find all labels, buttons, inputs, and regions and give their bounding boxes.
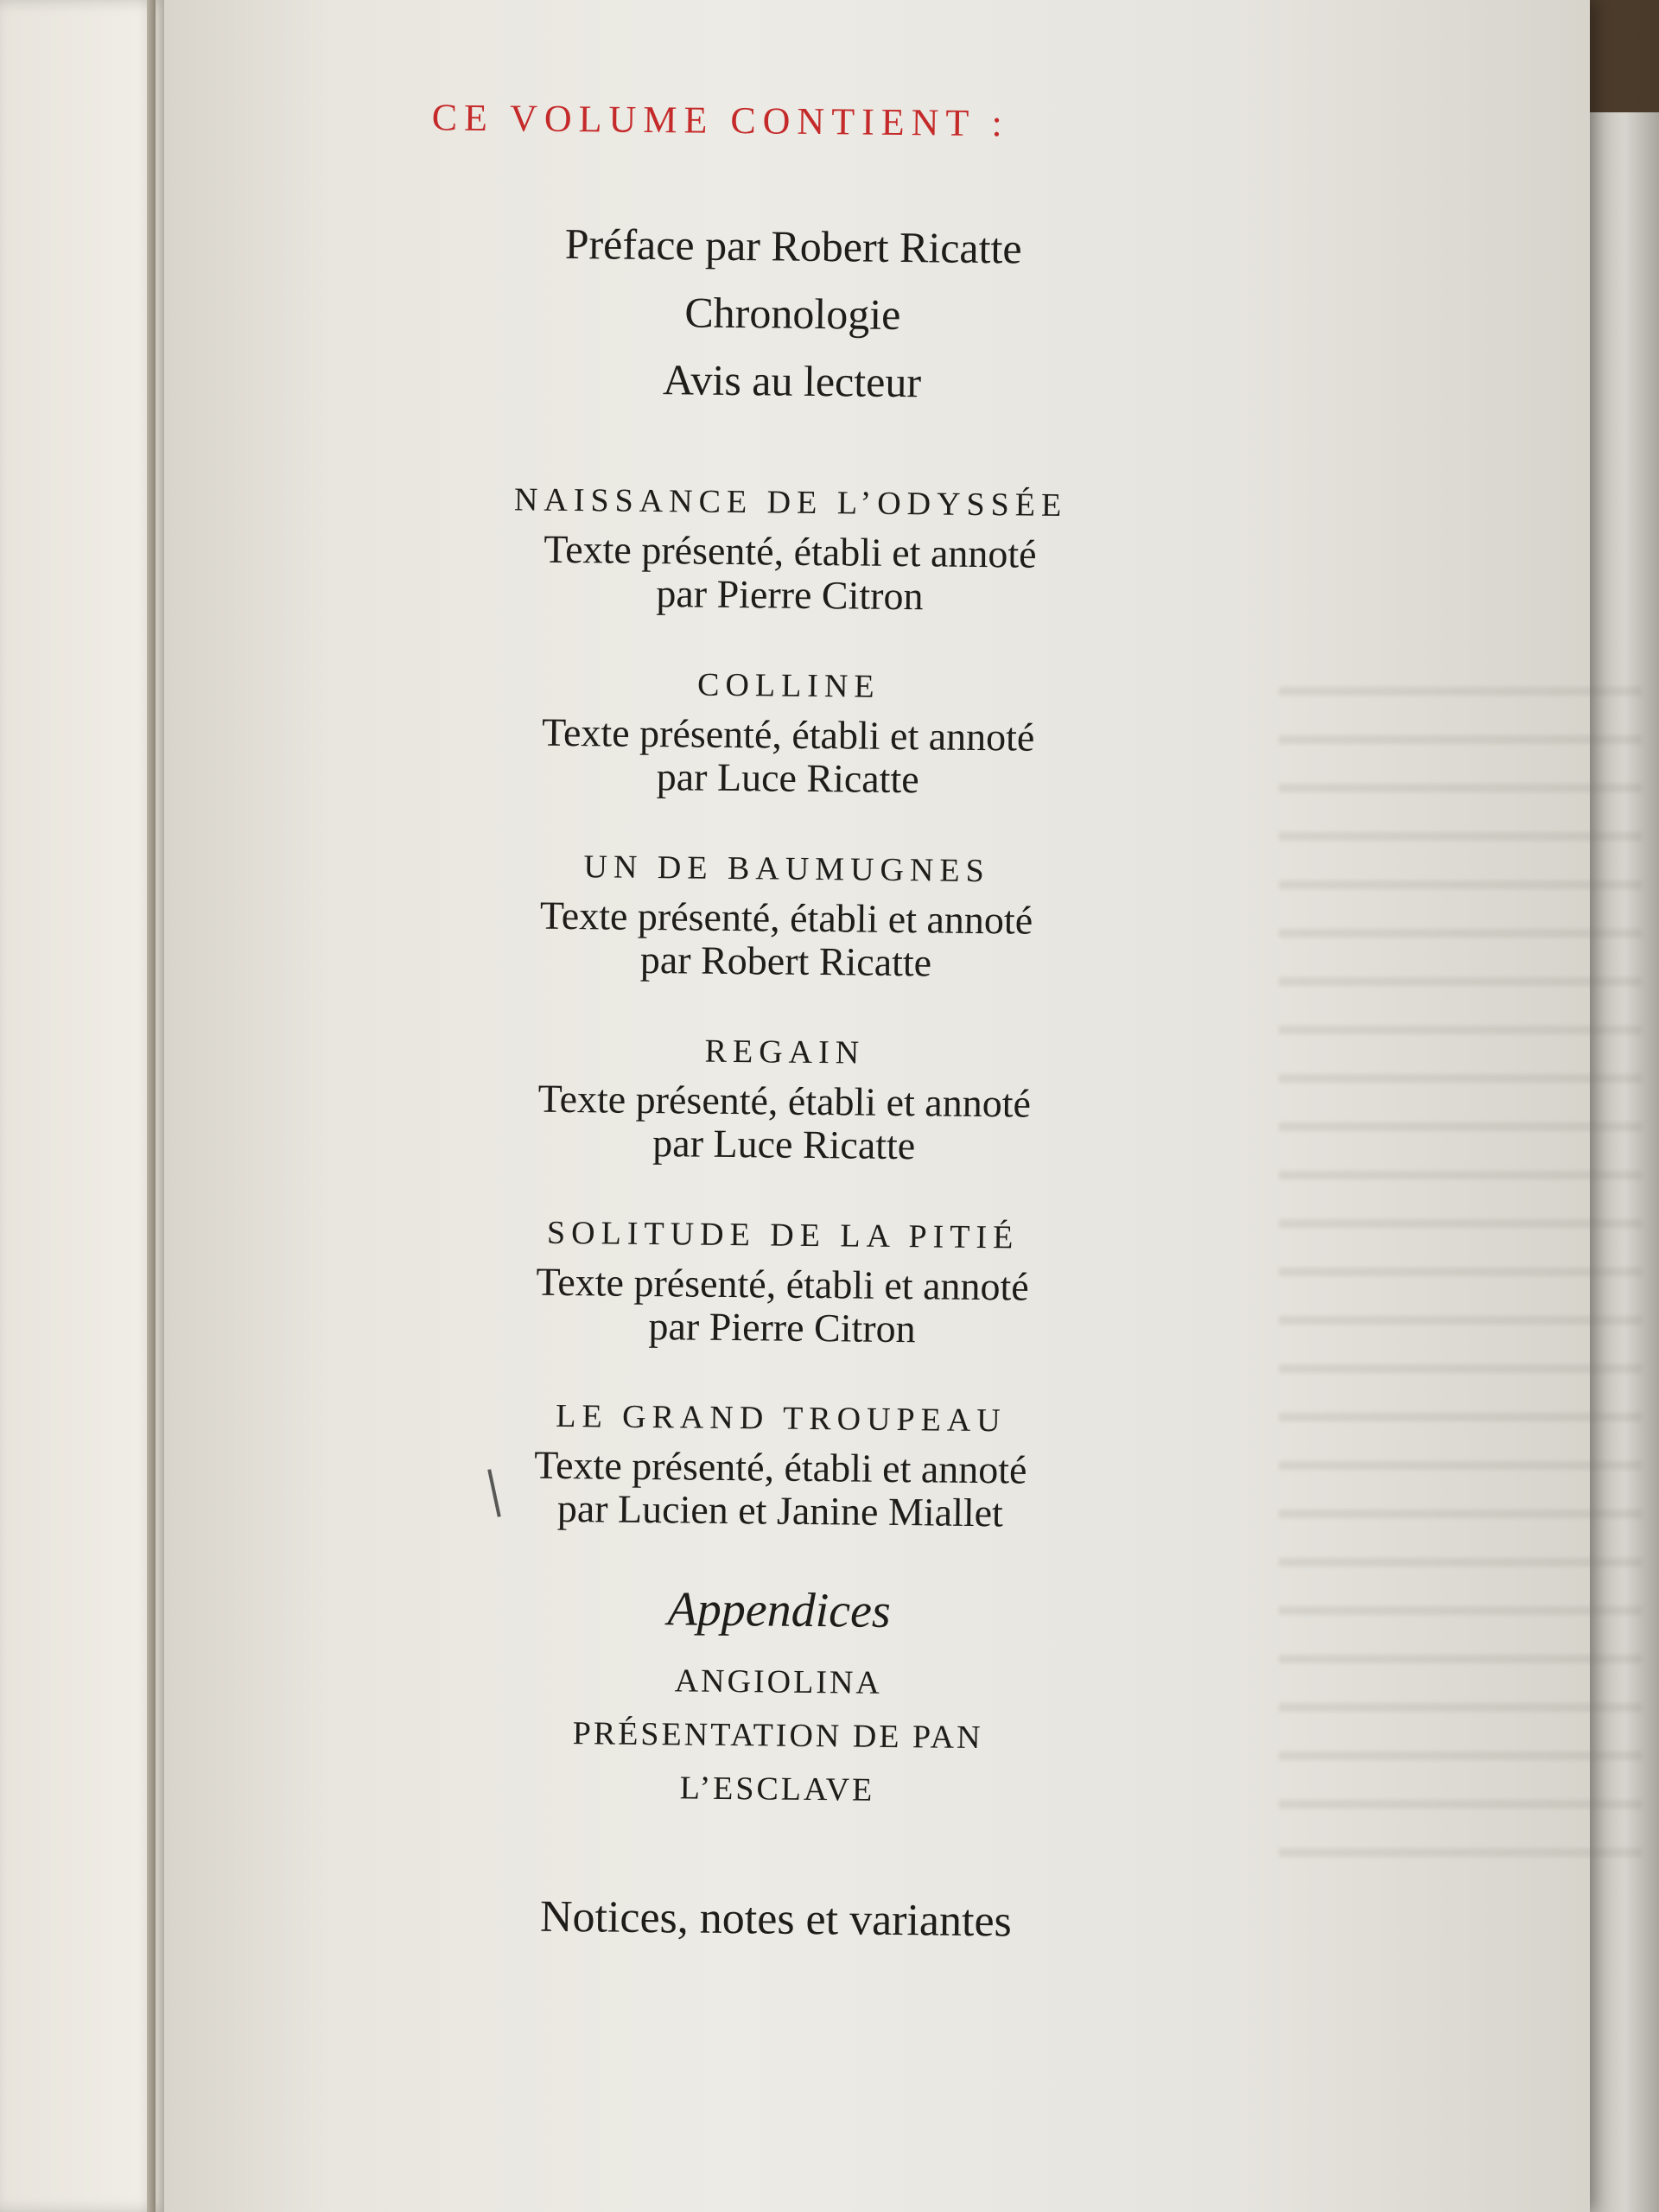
work-entry xyxy=(401,480,1180,620)
work-editor-name: par Pierre Citron xyxy=(648,1304,916,1351)
appendix-item: PRÉSENTATION DE PAN xyxy=(572,1715,983,1757)
work-editor-name: par Lucien et Janine Miallet xyxy=(556,1485,1004,1535)
work-editor-line: Texte présenté, établi et annoté xyxy=(534,1442,1027,1492)
work-title: LE GRAND TROUPEAU xyxy=(556,1397,1007,1440)
work-editor-line: Texte présenté, établi et annoté xyxy=(537,1076,1032,1126)
work-entry xyxy=(391,1395,1171,1536)
closing-line: Notices, notes et variantes xyxy=(539,1891,1013,1947)
front-item-avis: Avis au lecteur xyxy=(662,355,922,407)
appendix-item: ANGIOLINA xyxy=(674,1662,883,1701)
work-editor-name: par Luce Ricatte xyxy=(652,1121,916,1168)
work-editor-line: Texte présenté, établi et annoté xyxy=(539,893,1033,943)
work-entry xyxy=(399,663,1179,804)
show-through-text xyxy=(1279,657,1642,1866)
work-entry xyxy=(393,1212,1173,1353)
front-matter xyxy=(403,208,1182,418)
work-editor-line: Texte présenté, établi et annoté xyxy=(541,709,1035,760)
work-title: NAISSANCE DE L’ODYSSÉE xyxy=(513,481,1068,524)
work-title: REGAIN xyxy=(704,1033,866,1071)
work-editor-name: par Pierre Citron xyxy=(656,571,924,619)
work-editor-line: Texte présenté, établi et annoté xyxy=(536,1259,1029,1309)
work-editor-line: Texte présenté, établi et annoté xyxy=(543,526,1037,576)
appendices-section xyxy=(388,1579,1168,1820)
appendices-title: Appendices xyxy=(667,1582,892,1638)
work-entry xyxy=(395,1029,1174,1170)
work-entry xyxy=(397,846,1176,987)
front-item-preface: Préface par Robert Ricatte xyxy=(564,219,1022,273)
table-of-contents xyxy=(387,95,1184,1948)
appendix-item: L’ESCLAVE xyxy=(679,1770,875,1808)
work-title: SOLITUDE DE LA PITIÉ xyxy=(546,1214,1020,1256)
contents-heading: CE VOLUME CONTIENT : xyxy=(431,96,1009,145)
left-page-edge xyxy=(147,0,156,2212)
work-title: UN DE BAUMUGNES xyxy=(583,849,990,890)
work-editor-name: par Robert Ricatte xyxy=(639,937,932,985)
work-title: COLLINE xyxy=(696,666,880,705)
front-item-chronologie: Chronologie xyxy=(684,288,901,340)
work-editor-name: par Luce Ricatte xyxy=(656,754,919,802)
